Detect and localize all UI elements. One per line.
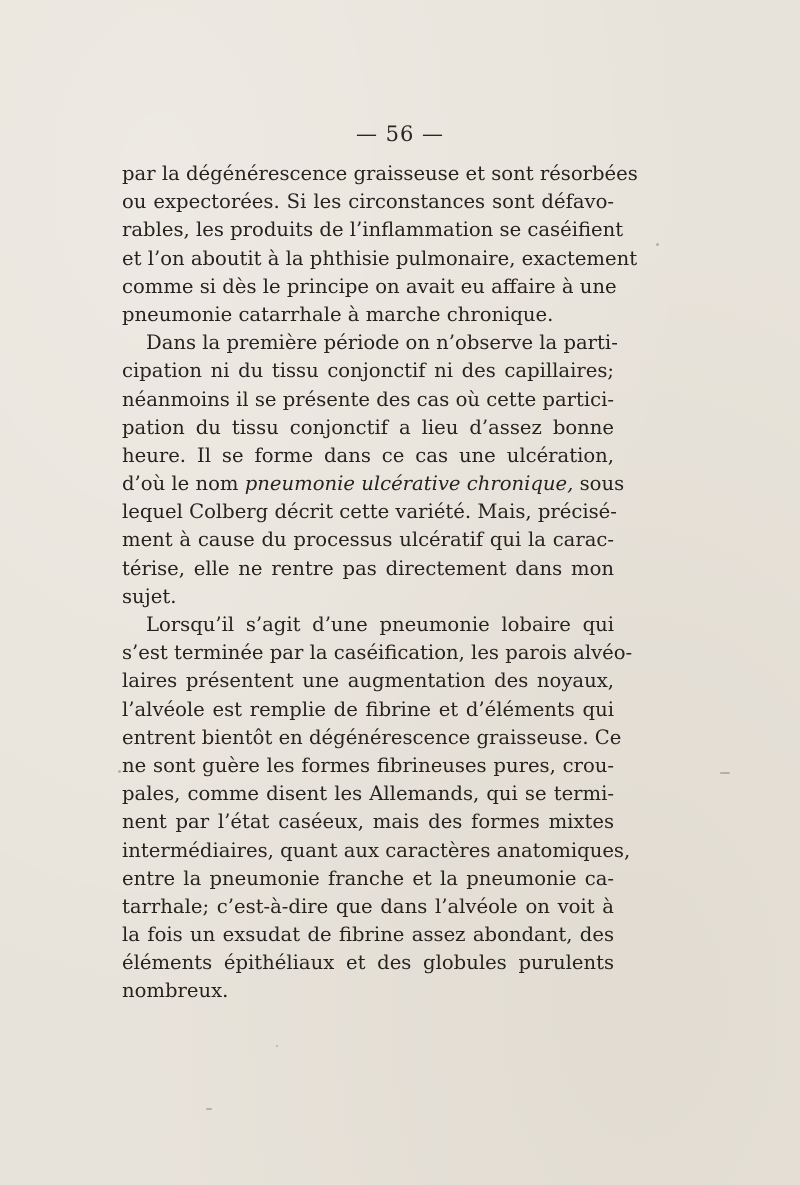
text-line: ne sont guère les formes fibrineuses pures, crou- bbox=[122, 753, 614, 777]
text-line: Dans la première période on n’observe la parti- bbox=[146, 331, 618, 355]
text-line: entre la pneumonie franche et la pneumonie ca- bbox=[122, 866, 614, 890]
text-line: heure. Il se forme dans ce cas une ulcération, bbox=[122, 443, 614, 467]
text-line: pneumonie catarrhale à marche chronique. bbox=[122, 302, 554, 326]
text-line: et l’on aboutit à la phthisie pulmonaire, exactement bbox=[122, 246, 638, 270]
text-line: cipation ni du tissu conjonctif ni des capillaires; bbox=[122, 359, 614, 383]
page-number: — 56 — bbox=[355, 122, 445, 146]
text-line: entrent bientôt en dégénérescence graisseuse. Ce bbox=[122, 725, 622, 749]
text-line: comme si dès le principe on avait eu affaire à une bbox=[122, 274, 617, 298]
text-line: Lorsqu’il s’agit d’une pneumonie lobaire qui bbox=[146, 613, 614, 636]
text-line: tarrhale; c’est-à-dire que dans l’alvéole on voit à bbox=[122, 894, 614, 918]
text-line: térise, elle ne rentre pas directement dans mon bbox=[122, 556, 614, 580]
text-line: ment à cause du processus ulcératif qui la carac- bbox=[122, 528, 614, 552]
text-line: pales, comme disent les Allemands, qui se termi- bbox=[122, 782, 614, 806]
text-line: ou expectorées. Si les circonstances sont défavo- bbox=[122, 190, 614, 214]
body-text bbox=[122, 160, 638, 1006]
text-line: par la dégénérescence graisseuse et sont résorbées bbox=[122, 162, 638, 185]
text-line: néanmoins il se présente des cas où cette partici- bbox=[122, 387, 614, 411]
text-line: lequel Colberg décrit cette variété. Mais, précisé- bbox=[122, 500, 617, 524]
text-line: laires présentent une augmentation des noyaux, bbox=[122, 669, 614, 693]
text-line: l’alvéole est remplie de fibrine et d’éléments qui bbox=[122, 697, 614, 721]
text-line: pation du tissu conjonctif a lieu d’assez bonne bbox=[122, 415, 614, 439]
italic-term: pneumonie ulcérative chronique, bbox=[244, 472, 574, 496]
text-run: d’où le nom bbox=[122, 472, 239, 496]
paper-speck bbox=[276, 1045, 278, 1047]
text-line: rables, les produits de l’inflammation se caséifient bbox=[122, 218, 624, 242]
paper-speck bbox=[118, 770, 121, 773]
paper-speck bbox=[206, 1108, 212, 1110]
text-line: nent par l’état caséeux, mais des formes mixtes bbox=[122, 810, 614, 834]
paper-speck bbox=[720, 772, 730, 774]
text-line: éléments épithéliaux et des globules purulents bbox=[122, 951, 614, 975]
text-line: nombreux. bbox=[122, 979, 229, 1003]
text-line: la fois un exsudat de fibrine assez abondant, des bbox=[122, 923, 614, 947]
text-line: intermédiaires, quant aux caractères anatomiques, bbox=[122, 838, 631, 862]
text-run: sous bbox=[579, 472, 625, 496]
text-line: sujet. bbox=[122, 584, 177, 608]
text-line-with-italic bbox=[122, 470, 625, 498]
paper-speck bbox=[656, 243, 659, 246]
text-line: s’est terminée par la caséification, les parois alvéo- bbox=[122, 641, 633, 665]
